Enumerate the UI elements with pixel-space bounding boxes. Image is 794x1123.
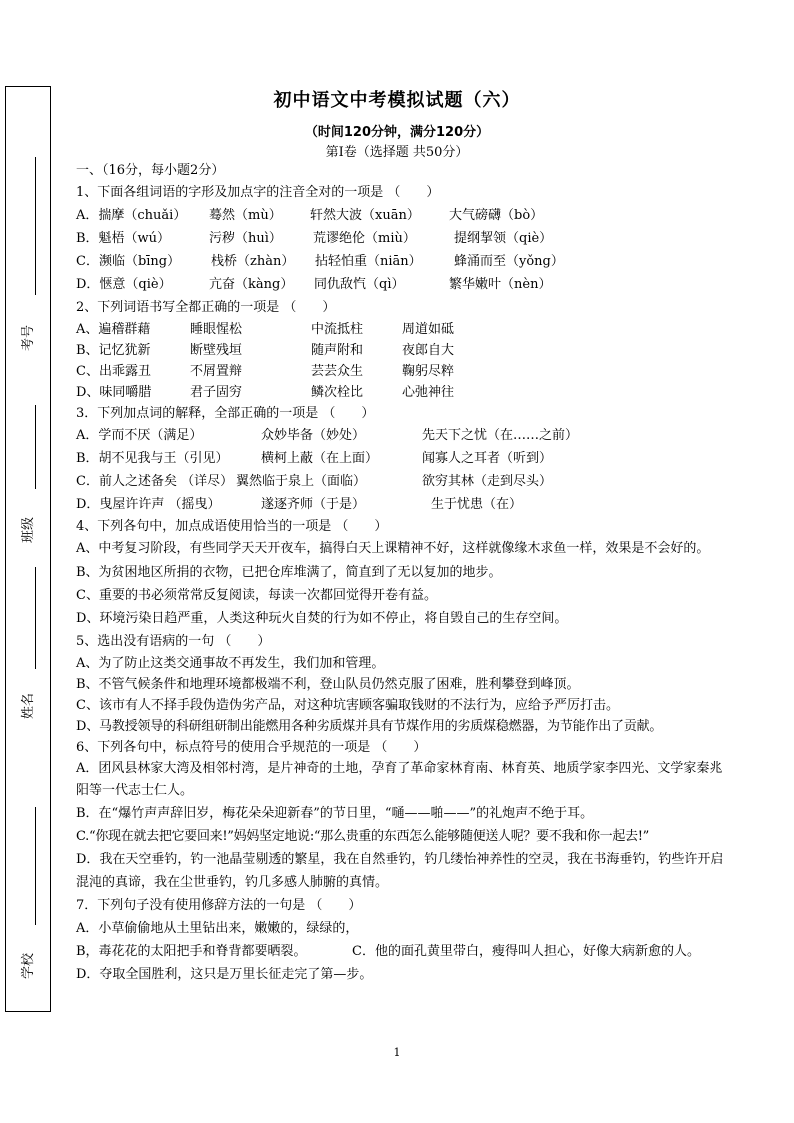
- q4-option-c: C、重要的书必须常常反复阅读，每读一次都回觉得开卷有益。: [76, 588, 437, 603]
- q4-stem: 4、下列各句中，加点成语使用恰当的一项是 （ ）: [76, 519, 388, 534]
- exam-number-label: 考号: [21, 324, 36, 351]
- class-label: 班级: [21, 516, 36, 543]
- q3-stem: 3．下列加点词的解释，全部正确的一项是 （ ）: [76, 406, 375, 421]
- q5-option-b: B、不管气候条件和地理环境都极端不利，登山队员仍然克服了困难，胜利攀登到峰顶。: [76, 677, 580, 692]
- school-label: 学校: [21, 952, 36, 979]
- q2-option-c: C、出乖露丑 不屑置辩 芸芸众生 鞠躬尽粹: [76, 364, 455, 379]
- q3-option-c: C．前人之述备矣 （详尽） 翼然临于泉上（面临） 欲穷其林（走到尽头）: [76, 474, 553, 489]
- q2-option-d: D、味同嚼腊 君子固穷 鳞次栓比 心弛神往: [76, 385, 455, 400]
- q1-option-a: A．揣摩（chuǎi） 蓦然（mù） 轩然大波（xuān） 大气磅礴（bò）: [76, 208, 544, 223]
- binding-strip: [5, 86, 51, 1012]
- q3-option-d: D．曳屋许许声 （摇曳） 遂逐齐师（于是） 生于忧患（在）: [76, 497, 523, 512]
- q1-option-d: D．惬意（qiè） 亢奋（kàng） 同仇敌忾（qì） 繁华嫩叶（nèn）: [76, 277, 552, 292]
- q3-option-b: B．胡不见我与王（引见） 横柯上蔽（在上面） 闻寡人之耳者（听到）: [76, 451, 553, 466]
- name-field: [6, 567, 52, 727]
- class-field: [6, 405, 52, 545]
- page-number: 1: [393, 1046, 401, 1059]
- name-line: [35, 567, 36, 669]
- q2-stem: 2、下列词语书写全都正确的一项是 （ ）: [76, 300, 336, 315]
- q5-option-a: A、为了防止这类交通事故不再发生，我们加和管理。: [76, 656, 385, 671]
- page-title: 初中语文中考模拟试题（六）: [273, 90, 521, 111]
- q6-stem: 6、下列各句中，标点符号的使用合乎规范的一项是 （ ）: [76, 740, 427, 755]
- exam-number-line: [35, 157, 36, 295]
- q2-option-a: A、遍稽群藉 睡眼惺松 中流抵柱 周道如砥: [76, 322, 455, 337]
- question-content: [76, 160, 724, 986]
- q1-option-b: B．魁梧（wú） 污秽（huì） 荒谬绝伦（miù） 提纲挈领（qiè）: [76, 231, 553, 246]
- school-field: [6, 807, 52, 979]
- part-heading: 一、（16分，每小题2分）: [76, 163, 225, 178]
- q3-option-a: A．学而不厌（满足） 众妙毕备（妙处） 先天下之忧（在……之前）: [76, 428, 579, 443]
- q4-option-a: A、中考复习阶段，有些同学天天开夜车，搞得白天上课精神不好，这样就像缘木求鱼一样，效果是不会好的。: [76, 541, 710, 556]
- exam-duration: （时间120分钟，满分120分）: [304, 125, 490, 140]
- class-line: [35, 405, 36, 489]
- exam-number-field: [6, 157, 52, 357]
- q6-option-b: B．在“爆竹声声辞旧岁，梅花朵朵迎新春”的节日里，“嗵——啪——”的礼炮声不绝于耳。: [76, 806, 594, 821]
- q1-stem: 1、下面各组词语的字形及加点字的注音全对的一项是 （ ）: [76, 185, 440, 200]
- q2-option-b: B、记忆犹新 断壁残垣 随声附和 夜郎自大: [76, 343, 455, 358]
- q6-option-c: C.“你现在就去把它要回来!”妈妈坚定地说:“那么贵重的东西怎么能够随便送人呢？要不我和你一起去!”: [76, 829, 650, 844]
- q1-option-c: C．濒临（bīng） 栈桥（zhàn） 拈轻怕重（niān） 蜂涌而至（yǒng）: [76, 254, 564, 269]
- q7-option-d: D．夺取全国胜利，这只是万里长征走完了第—步。: [76, 967, 373, 982]
- q5-option-c: C、该市有人不择手段伪造伪劣产品，对这种坑害顾客骗取钱财的不法行为，应给予严厉打击。: [76, 698, 619, 713]
- name-label: 姓名: [21, 692, 36, 719]
- school-line: [35, 807, 36, 925]
- q5-stem: 5、选出没有语病的一句 （ ）: [76, 634, 271, 649]
- q6-option-a: A．团风县林家大湾及相邻村湾，是片神奇的土地，孕育了革命家林育南、林育英、地质学家李四光、文学家秦兆阳等一代志士仁人。: [76, 761, 723, 798]
- q4-option-d: D、环境污染日趋严重，人类这种玩火自焚的行为如不停止，将自毁自己的生存空间。: [76, 611, 568, 626]
- q7-option-b: B，毒花花的太阳把手和脊背都要晒裂。: [76, 944, 307, 959]
- q7-stem: 7．下列句子没有使用修辞方法的一句是 （ ）: [76, 898, 362, 913]
- q7-option-c: C．他的面孔黄里带白，瘦得叫人担心，好像大病新愈的人。: [352, 944, 700, 959]
- section-heading: 第Ⅰ卷（选择题 共50分）: [325, 145, 469, 160]
- q5-option-d: D、马教授领导的科研组研制出能燃用各种劣质煤并具有节煤作用的劣质煤稳燃器，为节能作出了贡献。: [76, 719, 663, 734]
- q7-option-bc: [76, 940, 724, 963]
- q4-option-b: B、为贫困地区所捐的衣物，已把仓库堆满了，简直到了无以复加的地步。: [76, 565, 502, 580]
- q7-option-a: A．小草偷偷地从土里钻出来，嫩嫩的，绿绿的，: [76, 921, 359, 936]
- q6-option-d: D．我在天空垂钓，钓一池晶莹剔透的繁星，我在自然垂钓，钓几缕怡神养性的空灵，我在书海垂钓，钓些许开启混沌的真谛，我在尘世垂钓，钓几多感人肺腑的真情。: [76, 852, 724, 890]
